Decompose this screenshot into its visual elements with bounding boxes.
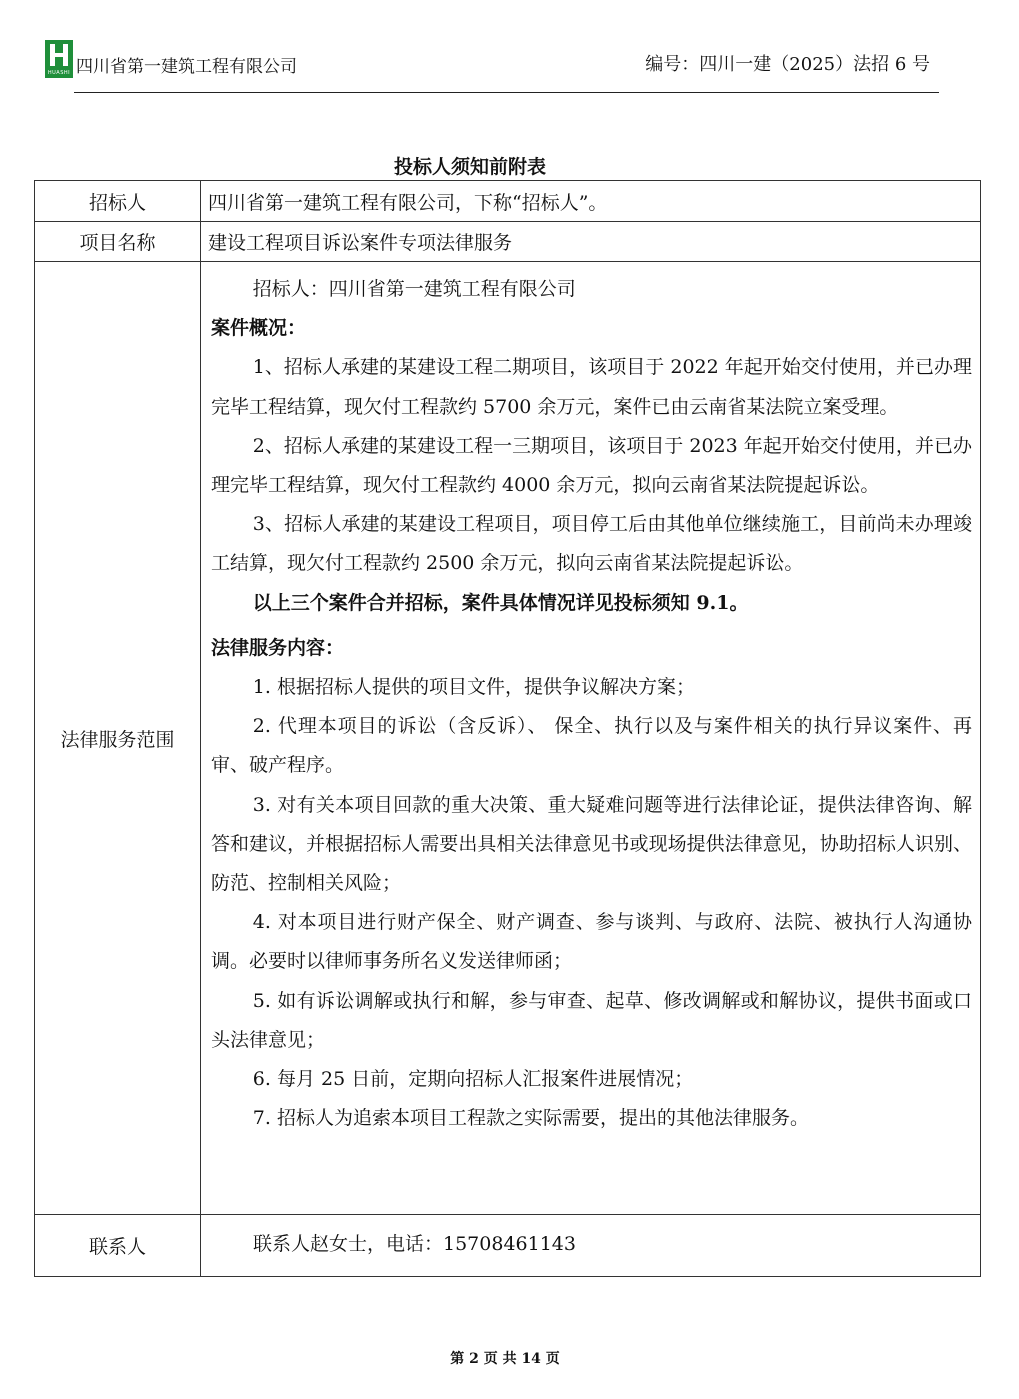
label-contact: 联系人	[35, 1215, 201, 1277]
value-contact: 联系人赵女士，电话：15708461143	[201, 1215, 981, 1277]
service-item: 2. 代理本项目的诉讼（含反诉）、 保全、执行以及与案件相关的执行异议案件、再审、破产程序。	[211, 715, 972, 777]
page-number: 第 2 页 共 14 页	[450, 1351, 560, 1367]
scope-bidder-line: 招标人：四川省第一建筑工程有限公司	[252, 278, 576, 300]
bid-info-table	[34, 180, 981, 1277]
header-divider	[74, 92, 939, 93]
company-logo	[45, 40, 73, 78]
service-item: 7. 招标人为追索本项目工程款之实际需要，提出的其他法律服务。	[252, 1107, 809, 1130]
case-item: 3、招标人承建的某建设工程项目，项目停工后由其他单位继续施工，目前尚未办理竣工结算，现欠付工程款约 2500 余万元，拟向云南省某法院提起诉讼。	[211, 513, 972, 575]
combined-tender-note: 以上三个案件合并招标，案件具体情况详见投标须知 9.1。	[252, 591, 749, 614]
logo-text: HUASHI	[47, 70, 71, 76]
header-company-name: 四川省第一建筑工程有限公司	[76, 57, 297, 77]
service-item: 4. 对本项目进行财产保全、财产调查、参与谈判、与政府、法院、被执行人沟通协调。必要时以律师事务所名义发送律师函；	[211, 911, 972, 973]
legal-scope-content	[201, 262, 981, 1215]
table-row-project	[35, 222, 981, 262]
label-bidder: 招标人	[35, 181, 201, 222]
header-document-code: 编号：四川一建（2025）法招 6 号	[645, 54, 930, 75]
services-heading: 法律服务内容：	[211, 636, 345, 659]
value-bidder: 四川省第一建筑工程有限公司，下称“招标人”。	[201, 181, 981, 222]
table-row-bidder	[35, 181, 981, 222]
service-item: 1. 根据招标人提供的项目文件，提供争议解决方案；	[252, 676, 695, 699]
label-project-name: 项目名称	[35, 222, 201, 262]
service-item: 5. 如有诉讼调解或执行和解，参与审查、起草、修改调解或和解协议，提供书面或口头法律意见；	[211, 989, 972, 1051]
table-row-scope	[35, 262, 981, 1215]
case-item: 1、招标人承建的某建设工程二期项目，该项目于 2022 年起开始交付使用，并已办理完毕工程结算，现欠付工程款约 5700 余万元，案件已由云南省某法院立案受理。	[211, 356, 972, 418]
case-overview-heading: 案件概况：	[211, 317, 307, 340]
case-item: 2、招标人承建的某建设工程一三期项目，该项目于 2023 年起开始交付使用，并已办理完毕工程结算，现欠付工程款约 4000 余万元，拟向云南省某法院提起诉讼。	[211, 434, 972, 497]
service-item: 3. 对有关本项目回款的重大决策、重大疑难问题等进行法律论证，提供法律咨询、解答和建议，并根据招标人需要出具相关法律意见书或现场提供法律意见，协助招标人识别、防范、控制相关风险；	[211, 793, 972, 895]
label-legal-scope: 法律服务范围	[35, 262, 201, 1215]
value-project-name: 建设工程项目诉讼案件专项法律服务	[201, 222, 981, 262]
table-row-contact	[35, 1215, 981, 1277]
service-item: 6. 每月 25 日前，定期向招标人汇报案件进展情况；	[252, 1068, 694, 1091]
document-title: 投标人须知前附表	[393, 156, 546, 178]
